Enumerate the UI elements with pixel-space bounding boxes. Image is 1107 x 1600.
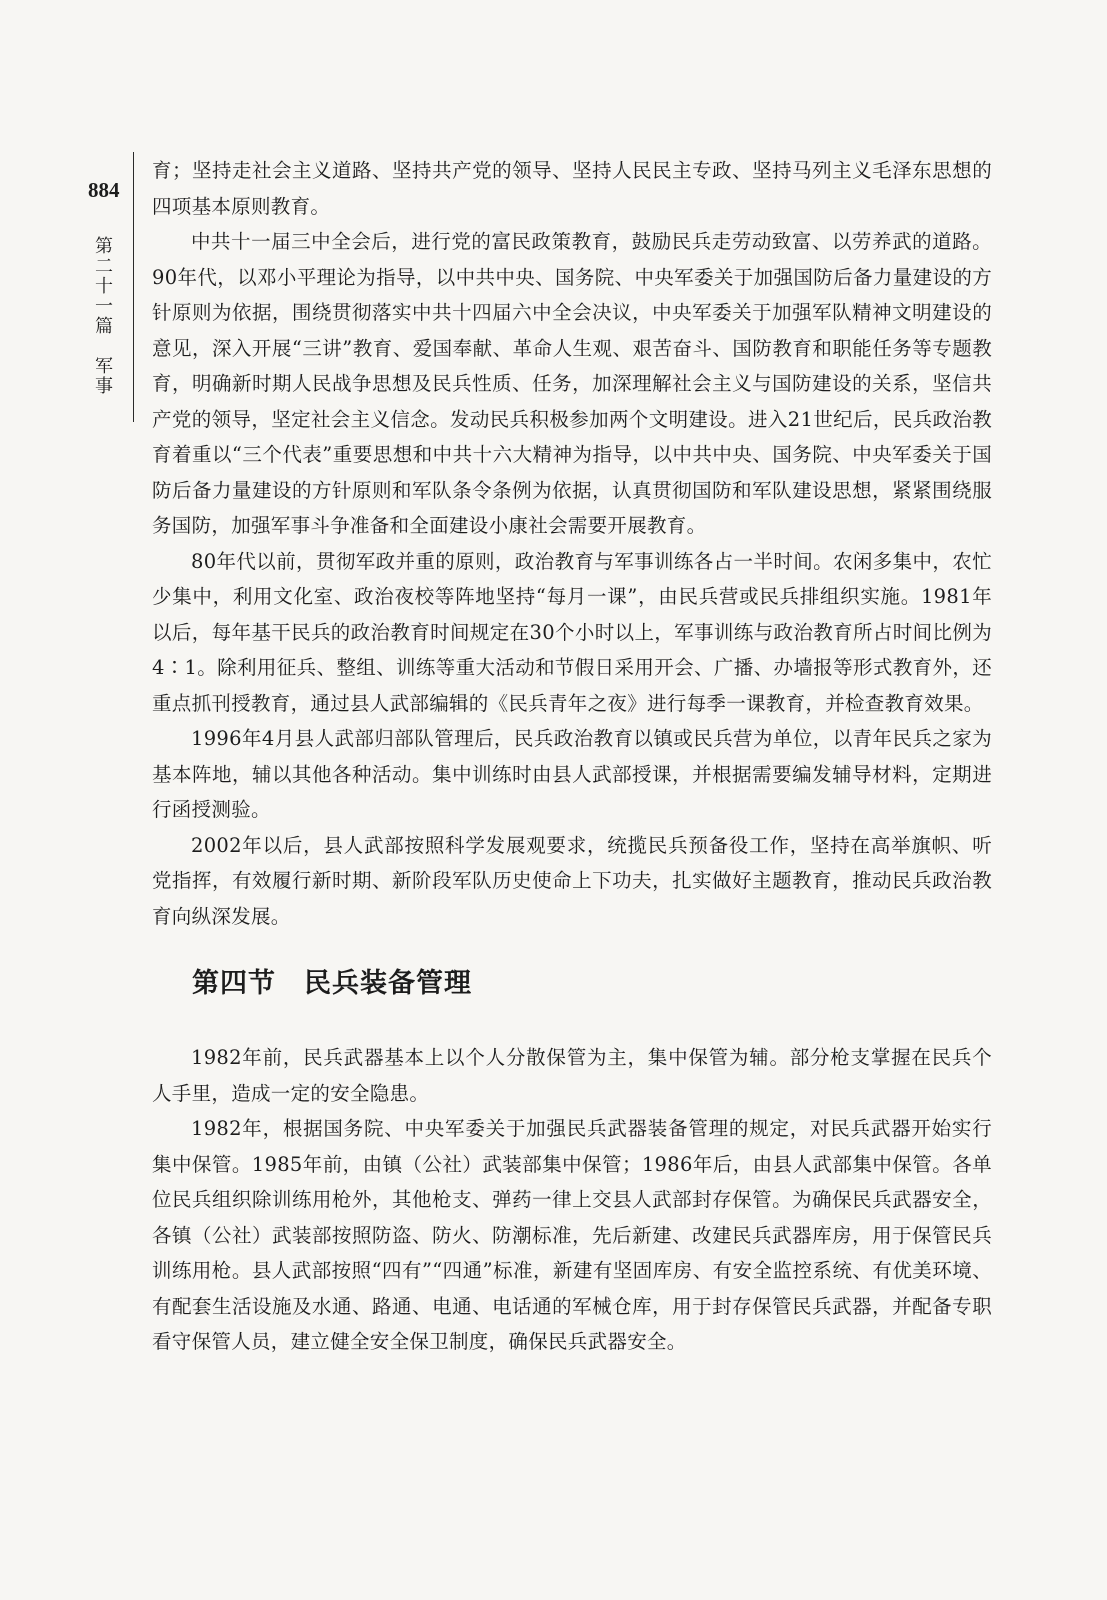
paragraph: 1982年前，民兵武器基本上以个人分散保管为主，集中保管为辅。部分枪支掌握在民兵个人手里，造成一定的安全隐患。 [152,1046,992,1105]
paragraph: 2002年以后，县人武部按照科学发展观要求，统揽民兵预备役工作，坚持在高举旗帜、听党指挥，有效履行新时期、新阶段军队历史使命上下功夫，扎实做好主题教育，推动民兵政治教育向纵深发展。 [152,833,992,928]
page-number: 884 [88,178,120,202]
paragraph: 中共十一届三中全会后，进行党的富民政策教育，鼓励民兵走劳动致富、以劳养武的道路。90年代，以邓小平理论为指导，以中共中央、国务院、中央军委关于加强国防后备力量建设的方针原则为依据，围绕贯彻落实中共十四届六中全会决议，中央军委关于加强军队精神文明建设的意见，深入开展“三讲”教育、爱国奉献、革命人生观、艰苦奋斗、国防教育和职能任务等专题教育，明确新时期人民战争思想及民兵性质、任务，加深理解社会主义与国防建设的关系，坚信共产党的领导，坚定社会主义信念。发动民兵积极参加两个文明建设。进入21世纪后，民兵政治教育着重以“三个代表”重要思想和中共十六大精神为指导，以中共中央、国务院、中央军委关于国防后备力量建设的方针原则和军队条令条例为依据，认真贯彻国防和军队建设思想，紧紧围绕服务国防，加强军事斗争准备和全面建设小康社会需要开展教育。 [152,230,992,537]
section-heading: 第四节 民兵装备管理 [192,968,472,999]
running-head: 第二十一篇 军事 [92,236,113,396]
paragraph: 育；坚持走社会主义道路、坚持共产党的领导、坚持人民民主专政、坚持马列主义毛泽东思想的四项基本原则教育。 [152,159,992,218]
paragraph: 1996年4月县人武部归部队管理后，民兵政治教育以镇或民兵营为单位，以青年民兵之家为基本阵地，辅以其他各种活动。集中训练时由县人武部授课，并根据需要编发辅导材料，定期进行函授测验。 [152,727,992,821]
paragraph: 1982年，根据国务院、中央军委关于加强民兵武器装备管理的规定，对民兵武器开始实行集中保管。1985年前，由镇（公社）武装部集中保管；1986年后，由县人武部集中保管。各单位民兵组织除训练用枪外，其他枪支、弹药一律上交县人武部封存保管。为确保民兵武器安全，各镇（公社）武装部按照防盗、防火、防潮标准，先后新建、改建民兵武器库房，用于保管民兵训练用枪。县人武部按照“四有”“四通”标准，新建有坚固库房、有安全监控系统、有优美环境、有配套生活设施及水通、路通、电通、电话通的军械仓库，用于封存保管民兵武器，并配备专职看守保管人员，建立健全安全保卫制度，确保民兵武器安全。 [152,1117,992,1353]
body-text [152,153,992,1360]
margin-rule [133,152,134,422]
paragraph: 80年代以前，贯彻军政并重的原则，政治教育与军事训练各占一半时间。农闲多集中，农忙少集中，利用文化室、政治夜校等阵地坚持“每月一课”，由民兵营或民兵排组织实施。1981年以后，每年基干民兵的政治教育时间规定在30个小时以上，军事训练与政治教育所占时间比例为4∶1。除利用征兵、整组、训练等重大活动和节假日采用开会、广播、办墙报等形式教育外，还重点抓刊授教育，通过县人武部编辑的《民兵青年之夜》进行每季一课教育，并检查教育效果。 [152,549,992,715]
